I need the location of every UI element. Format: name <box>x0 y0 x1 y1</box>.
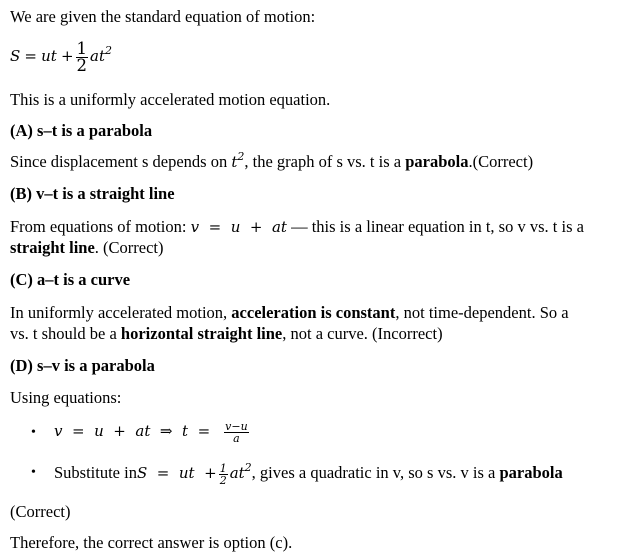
paragraph-c-line1: In uniformly accelerated motion, acceleration is constant, not time-dependent. So a <box>10 303 569 322</box>
using-equations: Using equations: <box>10 388 122 407</box>
heading-a: (A) s–t is a parabola <box>10 121 153 140</box>
paragraph-c-line2: vs. t should be a horizontal straight line, not a curve. (Incorrect) <box>10 324 443 343</box>
bullet-2-text: Substitute inS = ut + $\frac{1}{2}$ $at^2$, gives a quadratic in v, so s vs. v is a parabola <box>54 461 563 487</box>
correct-d: (Correct) <box>10 502 71 521</box>
v-minus-u-over-a-fraction: $\frac{v-u}{a}$ <box>225 419 248 445</box>
paragraph-b-line2: straight line. (Correct) <box>10 238 164 257</box>
bullet-2: • <box>31 465 36 480</box>
paragraph-b-line1: From equations of motion: v = u + at — this is a linear equation in t, so v vs. t is a <box>10 217 584 236</box>
heading-d: (D) s–v is a parabola <box>10 356 155 375</box>
bullet-1: • <box>31 425 36 440</box>
paragraph-a: Since displacement s depends on $t^2$, the graph of s vs. t is a parabola.(Correct) <box>10 150 534 171</box>
uniform-note: This is a uniformly accelerated motion equation. <box>10 90 331 109</box>
half-fraction: $\frac{1}{2}$ <box>76 38 88 75</box>
half-fraction-small: $\frac{1}{2}$ <box>219 461 227 487</box>
bullet-1-equation: v = u + at ⇒ t = $\frac{v-u}{a}$ <box>54 419 248 445</box>
heading-c: (C) a–t is a curve <box>10 270 131 289</box>
intro-text: We are given the standard equation of motion: <box>10 7 316 26</box>
equation-of-motion: S = ut + $\frac{1}{2}$ $at^2$ <box>10 38 112 75</box>
conclusion: Therefore, the correct answer is option (c). <box>10 533 293 552</box>
heading-b: (B) v–t is a straight line <box>10 184 175 203</box>
